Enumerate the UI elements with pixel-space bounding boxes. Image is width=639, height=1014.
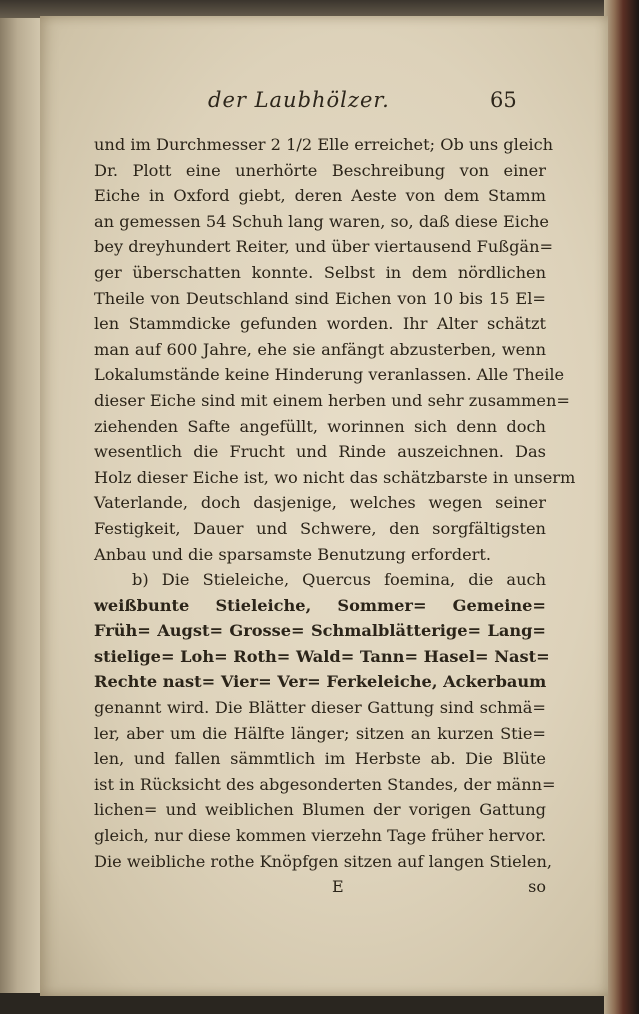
text-line: weißbunte Stieleiche, Sommer= Gemeine= xyxy=(94,595,546,615)
text-line: Festigkeit, Dauer und Schwere, den sorgfältigsten xyxy=(94,518,546,538)
text-line: ziehenden Safte angefüllt, worinnen sich denn doch xyxy=(94,416,546,436)
text-line: lichen= und weiblichen Blumen der vorigen Gattung xyxy=(94,800,546,820)
page-number: 65 xyxy=(490,88,517,112)
text-line: dieser Eiche sind mit einem herben und sehr zusammen= xyxy=(94,390,570,410)
text-line: len Stammdicke gefunden worden. Ihr Alter schätzt xyxy=(94,314,546,334)
text-line: wesentlich die Frucht und Rinde auszeichnen. Das xyxy=(94,442,546,462)
text-line: stielige= Loh= Roth= Wald= Tann= Hasel= Nast= xyxy=(94,646,550,666)
text-line: Vaterlande, doch dasjenige, welches wegen seiner xyxy=(94,493,546,513)
paragraph-start-line: b) Die Stieleiche, Quercus foemina, die auch xyxy=(132,570,546,590)
text-line: Früh= Augst= Grosse= Schmalblätterige= Lang= xyxy=(94,621,546,641)
text-line: Holz dieser Eiche ist, wo nicht das schätzbarste in unserm xyxy=(94,467,576,487)
text-line: man auf 600 Jahre, ehe sie anfängt abzusterben, wenn xyxy=(94,339,546,359)
text-line: an gemessen 54 Schuh lang waren, so, daß diese Eiche xyxy=(94,211,550,231)
text-line: bey dreyhundert Reiter, und über viertausend Fußgän= xyxy=(94,237,554,257)
gutter-shadow xyxy=(0,18,44,993)
book-spine-edge xyxy=(604,0,639,1014)
running-head: der Laubhölzer. xyxy=(208,88,390,112)
catchword: so xyxy=(528,877,546,897)
signature-mark: E xyxy=(332,877,344,897)
text-line: genannt wird. Die Blätter dieser Gattung sind schmä= xyxy=(94,698,546,718)
text-line: Lokalumstände keine Hinderung veranlassen. Alle Theile xyxy=(94,365,565,385)
text-line: Anbau und die sparsamste Benutzung erfordert. xyxy=(94,544,492,564)
text-line: und im Durchmesser 2 1/2 Elle erreichet; Ob uns gleich xyxy=(94,135,554,154)
text-line: ler, aber um die Hälfte länger; sitzen an kurzen Stie= xyxy=(94,723,546,743)
text-line: gleich, nur diese kommen vierzehn Tage früher hervor. xyxy=(94,826,547,846)
body-text xyxy=(94,132,576,900)
text-line: Die weibliche rothe Knöpfgen sitzen auf langen Stielen, xyxy=(94,851,553,871)
text-line: ger überschatten konnte. Selbst in dem nördlichen xyxy=(94,262,546,282)
text-line: Theile von Deutschland sind Eichen von 10 bis 15 El= xyxy=(94,288,546,308)
text-line: ist in Rücksicht des abgesonderten Standes, der männ= xyxy=(94,774,556,794)
footer-row xyxy=(94,874,546,900)
text-line: Rechte nast= Vier= Ver= Ferkeleiche, Ackerbaum xyxy=(94,672,547,692)
text-line: Eiche in Oxford giebt, deren Aeste von dem Stamm xyxy=(94,186,546,206)
text-line: Dr. Plott eine unerhörte Beschreibung von einer xyxy=(94,160,546,180)
book-page xyxy=(40,16,608,996)
text-line: len, und fallen sämmtlich im Herbste ab. Die Blüte xyxy=(94,749,546,769)
